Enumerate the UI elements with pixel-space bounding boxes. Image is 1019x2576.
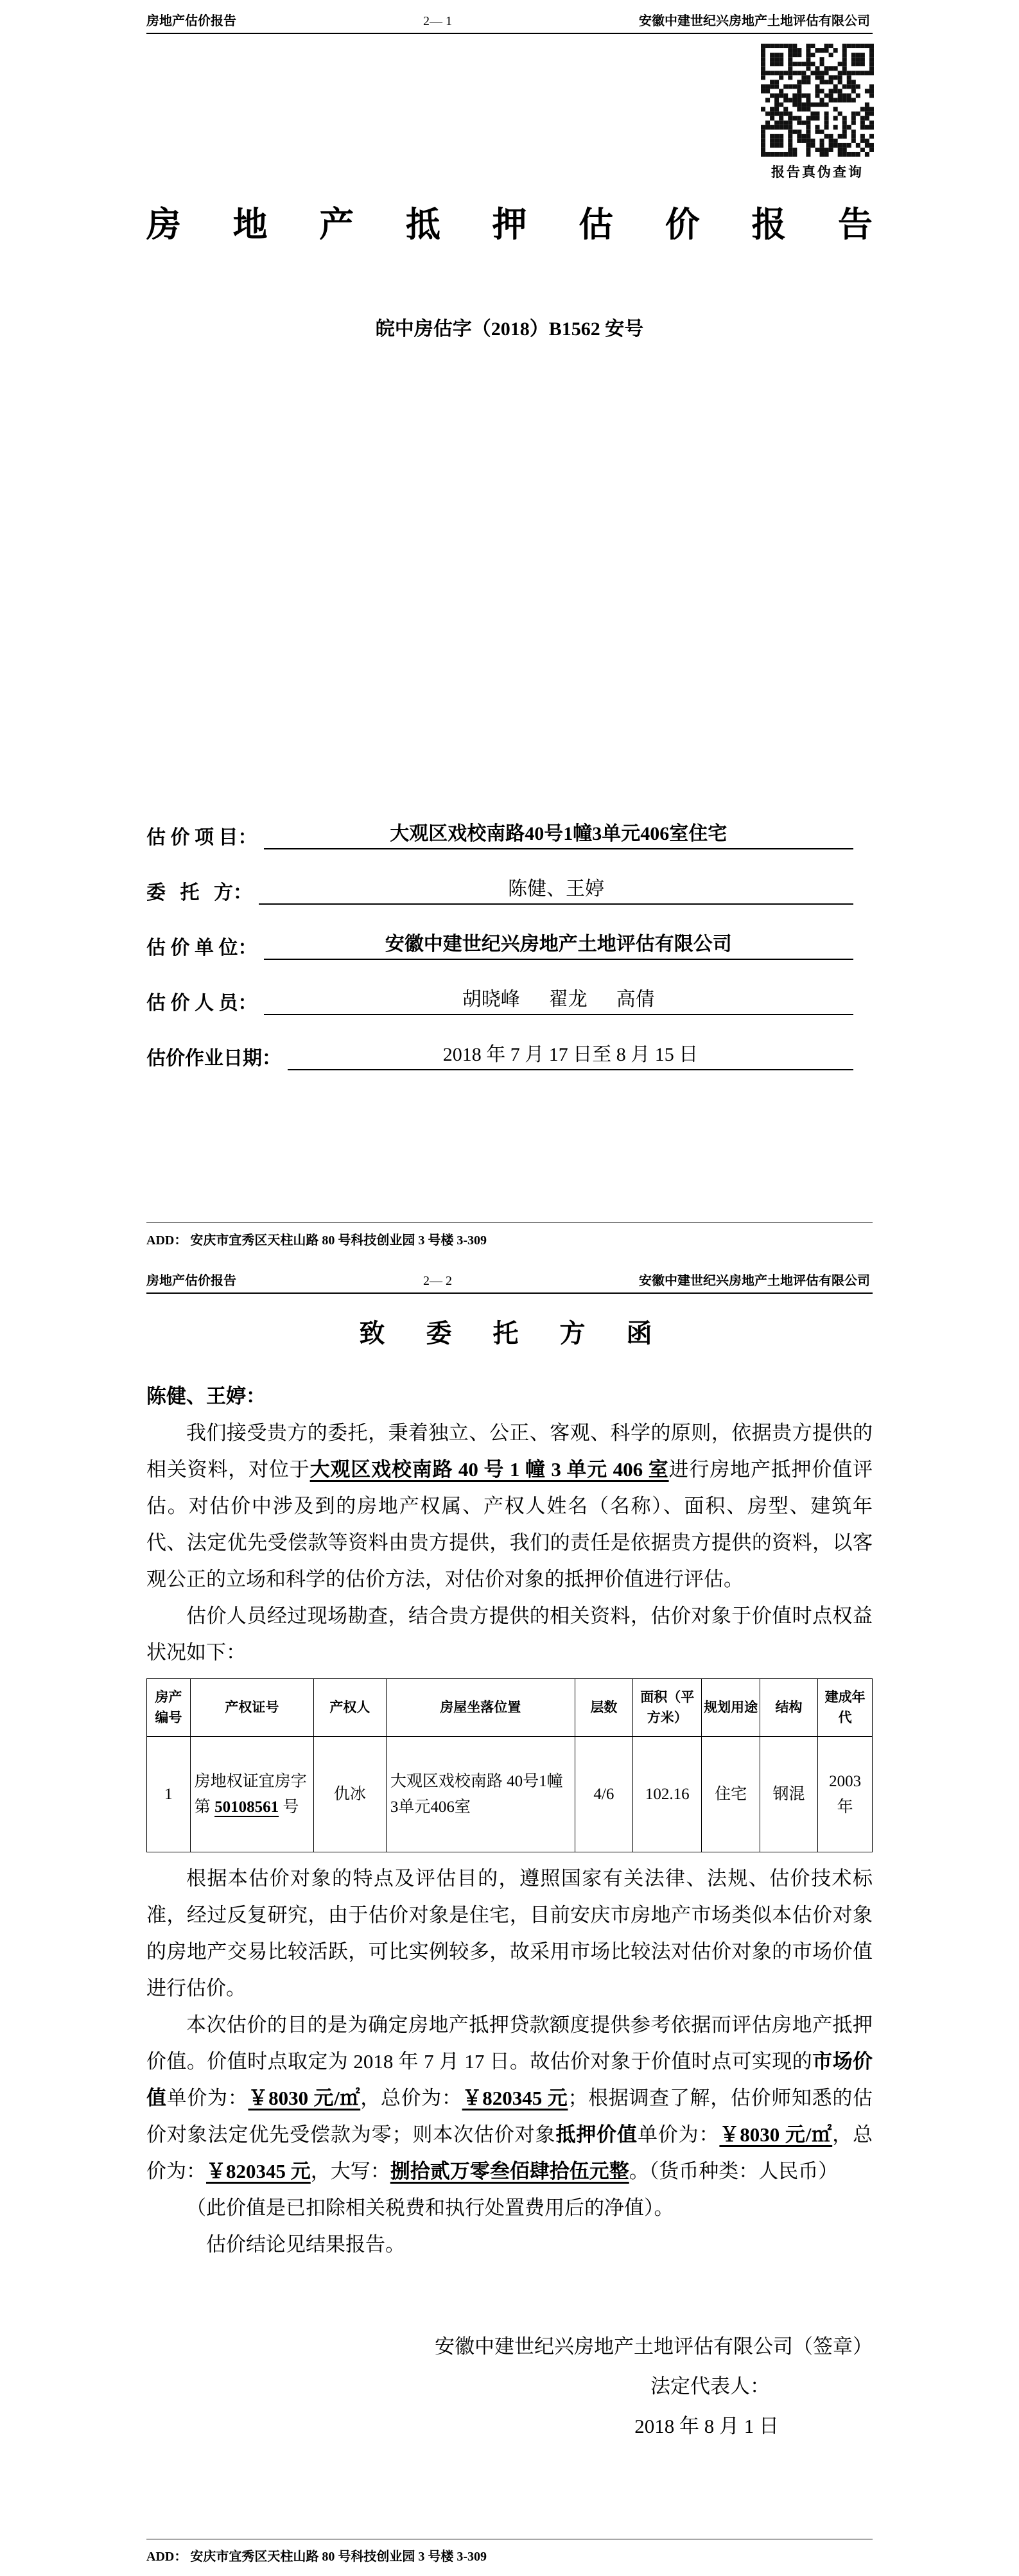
- para-intro: [146, 1414, 873, 1597]
- cell-structure: 钢混: [760, 1737, 817, 1852]
- table-header-row: [147, 1679, 873, 1737]
- cert-prefix: 房地权证宜房字第: [194, 1772, 307, 1816]
- cert-number: 50108561: [214, 1798, 279, 1816]
- header-page-number: 2— 1: [423, 14, 452, 28]
- field-value-agency: 安徽中建世纪兴房地产土地评估有限公司: [264, 928, 854, 960]
- report-number: 皖中房估字（2018）B1562 安号: [375, 318, 644, 340]
- page-header: [146, 1260, 873, 1294]
- cell-area: 102.16: [633, 1737, 702, 1852]
- page-header: [146, 0, 873, 34]
- para-net-note: （此价值是已扣除相关税费和执行处置费用后的净值）。: [186, 2197, 674, 2219]
- property-table: [146, 1678, 873, 1852]
- col-structure: 结构: [760, 1679, 817, 1737]
- report-title: 房 地 产 抵 押 估 价 报 告: [146, 205, 873, 244]
- col-owner: 产权人: [313, 1679, 386, 1737]
- cell-location: 大观区戏校南路 40号1幢3单元406室: [386, 1737, 575, 1852]
- qr-caption: 报告真伪查询: [771, 164, 864, 180]
- valuation-text: ；根据调查了解，估价师知悉的估价对象法定优先受偿款为零；则本次估价对象: [146, 2087, 873, 2146]
- col-planned-use: 规划用途: [702, 1679, 760, 1737]
- col-property-no: 房产编号: [147, 1679, 191, 1737]
- col-year-built: 建成年代: [818, 1679, 873, 1737]
- property-address-highlight: 大观区戏校南路 40 号 1 幢 3 单元 406 室: [309, 1458, 669, 1481]
- mortgage-total-price: ￥820345 元: [206, 2160, 311, 2182]
- qr-code: [761, 44, 874, 157]
- cell-year-built: 2003年: [818, 1737, 873, 1852]
- page-1: [0, 0, 1019, 1260]
- field-label: 委 托 方：: [146, 882, 252, 904]
- intro-rest: 进行房地产抵押价值评估。对估价中涉及到的房地产权属、产权人姓名（名称）、面积、房型、建筑年代、法定优先受偿款等资料由贵方提供，我们的责任是依据贵方提供的资料，以客观公正的立场和科学的估价方法，对估价对象的抵押价值进行评估。: [146, 1458, 873, 1590]
- amount-in-words: 捌拾贰万零叁佰肆拾伍元整: [390, 2160, 629, 2182]
- valuation-text: 。（货币种类：人民币）: [629, 2160, 839, 2182]
- field-label: 估 价 人 员：: [146, 993, 257, 1014]
- col-location: 房屋坐落位置: [386, 1679, 575, 1737]
- page-footer: [146, 1223, 873, 1260]
- cell-planned-use: 住宅: [702, 1737, 760, 1852]
- market-total-price: ￥820345 元: [462, 2087, 568, 2109]
- para-method: 根据本估价对象的特点及评估目的，遵照国家有关法律、法规、估价技术标准，经过反复研究，由于估价对象是住宅，目前安庆市房地产市场类似本估价对象的房地产交易比较活跃，可比实例较多，故采用市场比较法对估价对象的市场价值进行估价。: [146, 1867, 873, 1999]
- cell-property-no: 1: [147, 1737, 191, 1852]
- field-value-appraisers: 胡晓峰 翟龙 高倩: [264, 983, 854, 1015]
- signature-date: 2018 年 8 月 1 日: [634, 2415, 779, 2437]
- cert-suffix: 号: [279, 1798, 299, 1816]
- valuation-text: 单价为：: [166, 2087, 248, 2109]
- cell-floors: 4/6: [575, 1737, 632, 1852]
- col-cert-no: 产权证号: [190, 1679, 313, 1737]
- letter-title: 致 委 托 方 函: [359, 1319, 660, 1348]
- field-row-agency: [146, 928, 873, 960]
- signature-block: [146, 2327, 873, 2446]
- signature-company: 安徽中建世纪兴房地产土地评估有限公司（签章）: [435, 2335, 873, 2358]
- para-conclusion: 估价结论见结果报告。: [206, 2233, 405, 2256]
- page-footer: [146, 2539, 873, 2576]
- cover-fields: [146, 817, 873, 1093]
- valuation-text: 单价为：: [637, 2123, 720, 2146]
- header-company: 安徽中建世纪兴房地产土地评估有限公司: [639, 1274, 870, 1288]
- header-company: 安徽中建世纪兴房地产土地评估有限公司: [639, 14, 870, 28]
- valuation-lead: 本次估价的目的是为确定房地产抵押贷款额度提供参考依据而评估房地产抵押价值。价值时点取定为 2018 年 7 月 17 日。故估价对象于价值时点可实现的: [146, 2014, 873, 2073]
- market-unit-price: ￥8030 元/㎡: [248, 2087, 361, 2109]
- letter-salutation: 陈健、王婷：: [146, 1385, 266, 1407]
- market-value-label: 市场价值: [146, 2050, 873, 2109]
- field-row-client: [146, 873, 873, 905]
- valuation-text: ，大写：: [310, 2160, 390, 2182]
- field-value-project: 大观区戏校南路40号1幢3单元406室住宅: [264, 817, 854, 849]
- field-row-project: [146, 817, 873, 849]
- header-page-number: 2— 2: [423, 1274, 452, 1288]
- para-valuation: [146, 2006, 873, 2189]
- cell-owner: 仇冰: [313, 1737, 386, 1852]
- valuation-text: ，总价为：: [360, 2087, 462, 2109]
- footer-address: ADD： 安庆市宜秀区天柱山路 80 号科技创业园 3 号楼 3-309: [146, 1233, 487, 1248]
- qr-block: [761, 44, 874, 181]
- field-row-dates: [146, 1038, 873, 1070]
- header-doc-type: 房地产估价报告: [146, 14, 236, 28]
- valuation-text: ，总价为：: [146, 2123, 873, 2182]
- field-label: 估价作业日期：: [146, 1048, 281, 1070]
- field-row-appraisers: [146, 983, 873, 1015]
- field-value-client: 陈健、王婷: [259, 873, 853, 905]
- cell-cert-no: [190, 1737, 313, 1852]
- para-survey: 估价人员经过现场勘查，结合贵方提供的相关资料，估价对象于价值时点权益状况如下：: [146, 1605, 873, 1664]
- signature-representative: 法定代表人：: [650, 2375, 770, 2398]
- mortgage-unit-price: ￥8030 元/㎡: [719, 2123, 833, 2146]
- field-label: 估 价 单 位：: [146, 937, 257, 959]
- field-value-dates: 2018 年 7 月 17 日至 8 月 15 日: [288, 1038, 853, 1070]
- col-floors: 层数: [575, 1679, 632, 1737]
- field-label: 估 价 项 目：: [146, 827, 257, 849]
- intro-lead: 我们接受贵方的委托，秉着独立、公正、客观、科学的原则，依据贵方提供的相关资料，对位于: [146, 1422, 873, 1481]
- table-row: [147, 1737, 873, 1852]
- header-doc-type: 房地产估价报告: [146, 1274, 236, 1288]
- mortgage-value-label: 抵押价值: [555, 2123, 638, 2146]
- footer-address: ADD： 安庆市宜秀区天柱山路 80 号科技创业园 3 号楼 3-309: [146, 2550, 487, 2564]
- page-2: [0, 1260, 1019, 2576]
- col-area: 面积（平方米）: [633, 1679, 702, 1737]
